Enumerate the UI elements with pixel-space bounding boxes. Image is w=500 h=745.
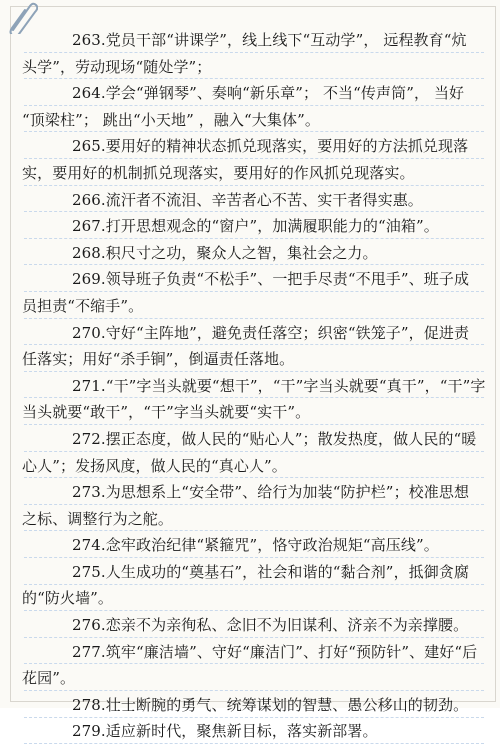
item-first-line: 275.人生成功的“奠基石”，社会和谐的“黏合剂”，抵御贪腐	[72, 562, 470, 581]
item-first-line: 274.念牢政治纪律“紧箍咒”，恪守政治规矩“高压线”。	[72, 536, 439, 555]
item-first-line: 278.壮士断腕的勇气、统筹谋划的智慧、愚公移山的韧劲。	[72, 695, 469, 714]
item-first-line: 269.领导班子负责“不松手”、一把手尽责“不甩手”、班子成	[72, 270, 470, 289]
item-first-line: 270.守好“主阵地”，避免责任落空；织密“铁笼子”，促进责	[72, 323, 470, 342]
list-item	[22, 27, 484, 80]
list-item	[22, 479, 484, 532]
list-item	[22, 133, 484, 186]
list-item	[22, 187, 484, 214]
item-first-line: 279.适应新时代，聚焦新目标，落实新部署。	[72, 722, 378, 741]
item-continuation-line: 任落实；用好“杀手锏”，倒逼责任落地。	[22, 350, 295, 369]
list-item	[22, 266, 484, 319]
item-continuation-line: 心人”；发扬风度，做人民的“真心人”。	[22, 456, 287, 475]
item-first-line: 265.要用好的精神状态抓兑现落实，要用好的方法抓兑现落	[72, 137, 469, 156]
item-continuation-line: 的“防火墙”。	[22, 589, 114, 608]
slogan-list	[22, 27, 484, 745]
list-item	[22, 240, 484, 267]
list-item	[22, 532, 484, 559]
item-first-line: 272.摆正态度，做人民的“贴心人”；散发热度，做人民的“暖	[72, 429, 477, 448]
item-continuation-line: 头学”，劳动现场“随处学”；	[22, 57, 212, 76]
list-item	[22, 80, 484, 133]
item-first-line: 277.筑牢“廉洁墙”、守好“廉洁门”、打好“预防针”、建好“后	[72, 642, 478, 661]
item-first-line: 267.打开思想观念的“窗户”，加满履职能力的“油箱”。	[72, 217, 439, 236]
item-continuation-line: 花园”。	[22, 669, 76, 688]
item-continuation-line: “顶梁柱”； 跳出“小天地” ，融入“大集体”。	[22, 110, 320, 129]
item-first-line: 266.流汗者不流泪、辛苦者心不苦、实干者得实惠。	[72, 190, 423, 209]
list-item	[22, 213, 484, 240]
item-first-line: 276.恋亲不为亲徇私、念旧不为旧谋利、济亲不为亲撑腰。	[72, 616, 469, 635]
list-item	[22, 718, 484, 745]
item-first-line: 271.“干”字当头就要“想干”，“干”字当头就要“真干”，“干”字	[72, 376, 486, 395]
item-first-line: 264.学会“弹钢琴”、奏响“新乐章”； 不当“传声筒”， 当好	[72, 84, 465, 103]
list-item	[22, 639, 484, 692]
item-continuation-line: 实，要用好的机制抓兑现落实，要用好的作风抓兑现落实。	[22, 163, 415, 182]
item-first-line: 268.积尺寸之功，聚众人之智，集社会之力。	[72, 243, 378, 262]
item-continuation-line: 员担责“不缩手”。	[22, 296, 144, 315]
list-item	[22, 373, 484, 426]
list-item	[22, 426, 484, 479]
item-continuation-line: 之标、调整行为之舵。	[22, 509, 174, 528]
list-item	[22, 559, 484, 612]
list-item	[22, 612, 484, 639]
list-item	[22, 320, 484, 373]
item-first-line: 273.为思想系上“安全带”、给行为加装“防护栏”；校准思想	[72, 483, 470, 502]
item-first-line: 263.党员干部“讲课学”，线上线下“互动学”， 远程教育“炕	[72, 31, 467, 49]
list-item	[22, 692, 484, 719]
item-continuation-line: 当头就要“敢干”，“干”字当头就要“实干”。	[22, 403, 311, 422]
